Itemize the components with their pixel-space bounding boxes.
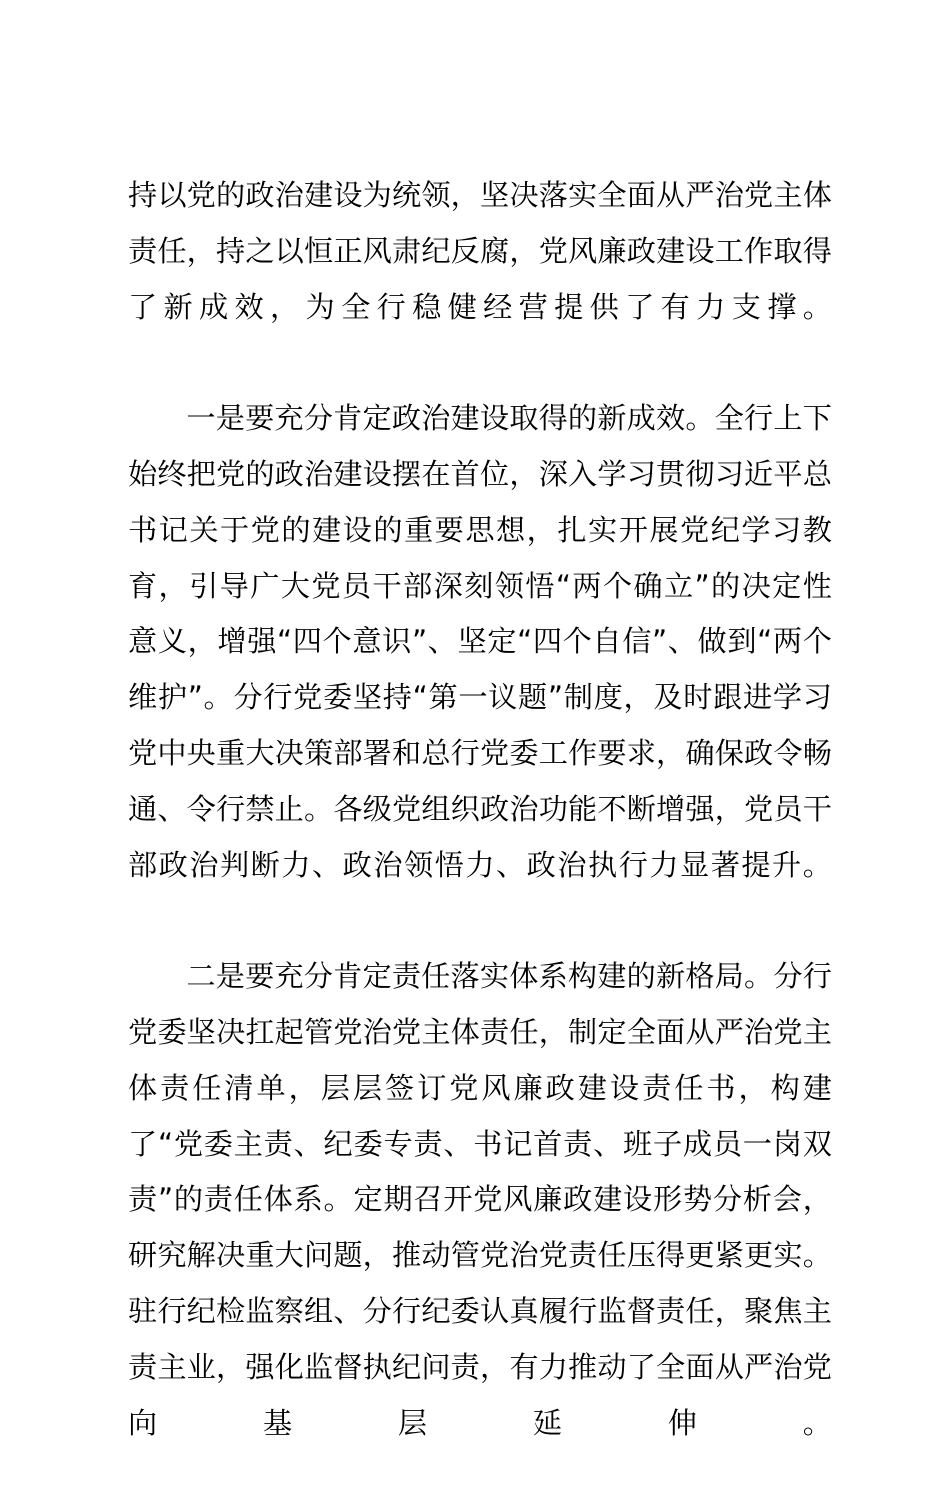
paragraph-continuation: 持以党的政治建设为统领，坚决落实全面从严治党主体责任，持之以恒正风肃纪反腐，党风廉政建设工作取得了新成效，为全行稳健经营提供了有力支撑。: [128, 178, 832, 324]
paragraph-point-two: 二是要充分肯定责任落实体系构建的新格局。分行党委坚决扛起管党治党主体责任，制定全面从严治党主体责任清单，层层签订党风廉政建设责任书，构建了“党委主责、纪委专责、书记首责、班子成员一岗双责”的责任体系。定期召开党风廉政建设形势分析会，研究解决重大问题，推动管党治党责任压得更紧更实。驻行纪检监察组、分行纪委认真履行监督责任，聚焦主责主业，强化监督执纪问责，有力推动了全面从严治党向基层延伸。: [128, 959, 832, 1440]
paragraph-point-one: 一是要充分肯定政治建设取得的新成效。全行上下始终把党的政治建设摆在首位，深入学习贯彻习近平总书记关于党的建设的重要思想，扎实开展党纪学习教育，引导广大党员干部深刻领悟“两个确立”的决定性意义，增强“四个意识”、坚定“四个自信”、做到“两个维护”。分行党委坚持“第一议题”制度，及时跟进学习党中央重大决策部署和总行党委工作要求，确保政令畅通、令行禁止。各级党组织政治功能不断增强，党员干部政治判断力、政治领悟力、政治执行力显著提升。: [128, 401, 832, 882]
document-text-body: [128, 168, 832, 1507]
